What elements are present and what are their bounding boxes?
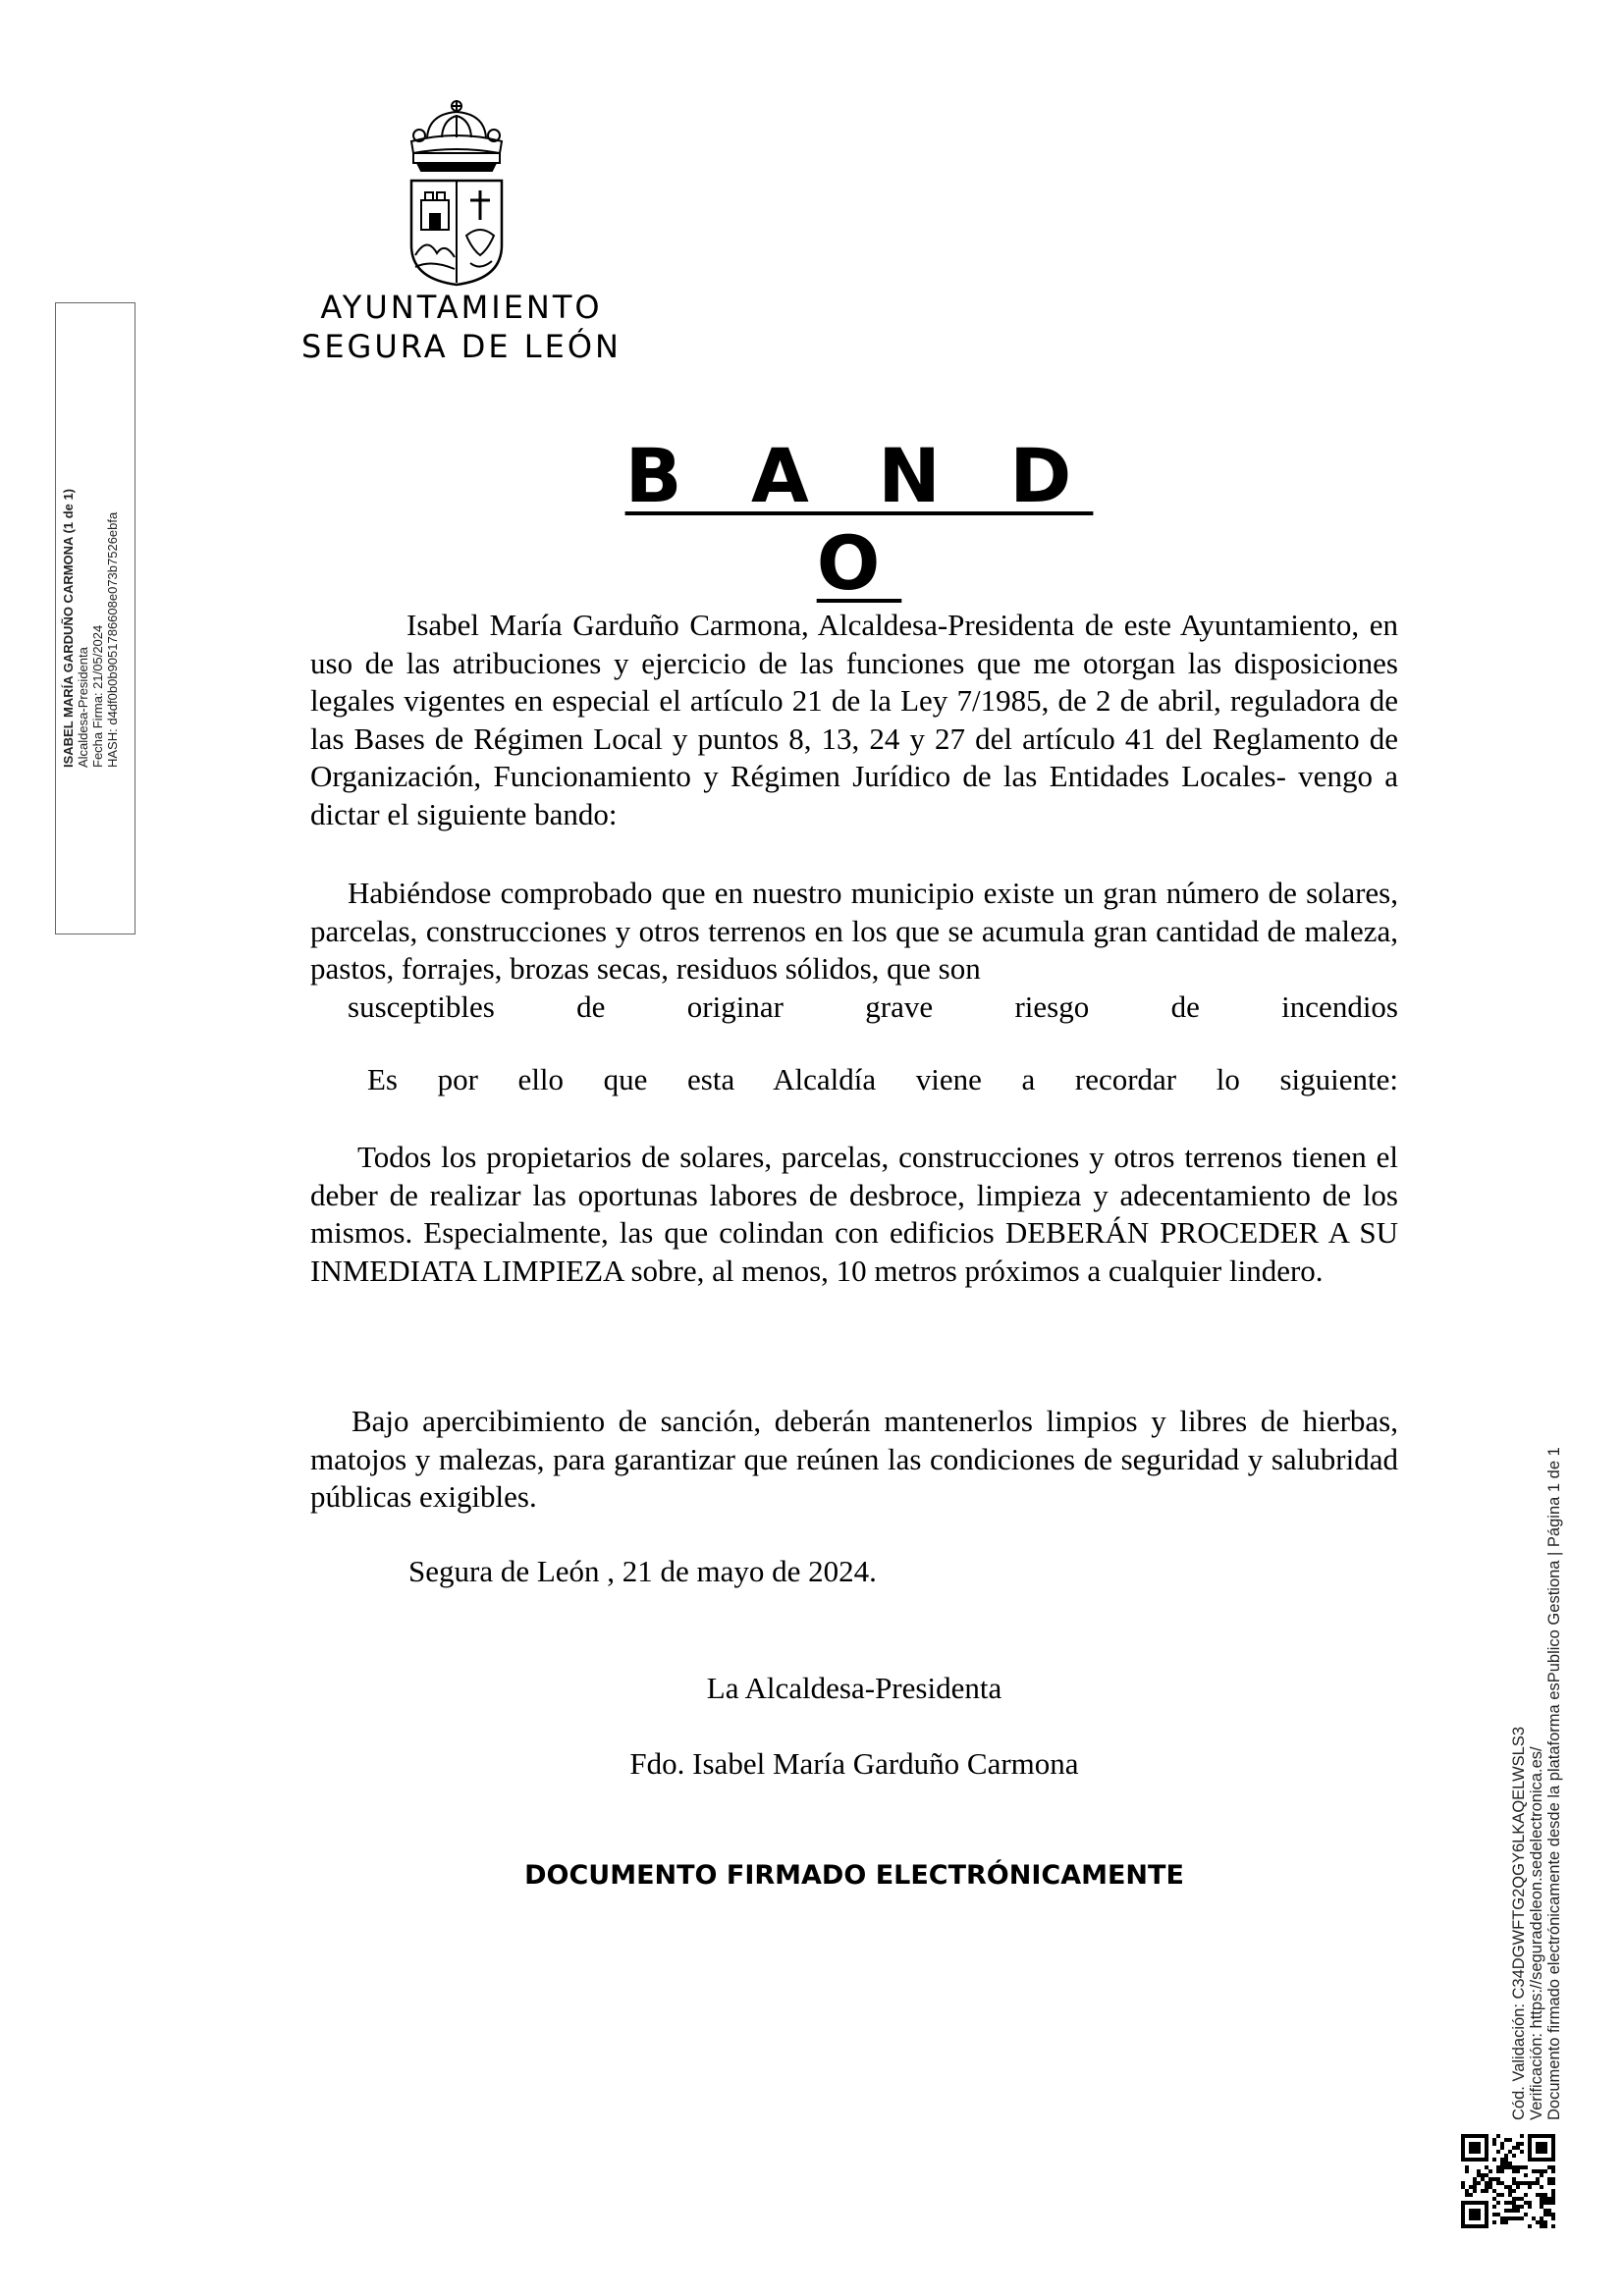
- paragraph-intro: Isabel María Garduño Carmona, Alcaldesa-Presidenta de este Ayuntamiento, en uso de las atribuciones y ejercicio de las funciones que me otorgan las disposiciones legales vigentes en especial el artículo 21 de la Ley 7/1985, de 2 de abril, reguladora de las Bases de Régimen Local y puntos 8, 13, 24 y 27 del artículo 41 del Reglamento de Organización, Funcionamiento y Régimen Jurídico de las Entidades Locales- vengo a dictar el siguiente bando:: [310, 608, 1398, 831]
- paragraph-reminder: [310, 1061, 1398, 1099]
- signature-box-hash: HASH: d4df0b0b9051786608e073b7526ebfa: [105, 511, 120, 768]
- document-title: [589, 432, 1129, 607]
- signer-name: Fdo. Isabel María Garduño Carmona: [629, 1746, 1079, 1781]
- validation-code: Cód. Validación: C34DGWFTG2QGY6LKAQELWSLS3: [1510, 1726, 1528, 2120]
- paragraph-findings-last-line: susceptibles de originar grave riesgo de incendios: [348, 988, 1398, 1024]
- electronic-signature-notice: DOCUMENTO FIRMADO ELECTRÓNICAMENTE: [524, 1860, 1184, 1891]
- paragraph-reminder-text: Es por ello que esta Alcaldía viene a recordar lo siguiente:: [367, 1062, 1398, 1096]
- validation-text: [1510, 1414, 1563, 2120]
- paragraph-findings: [310, 875, 1398, 1026]
- document-date: Segura de León , 21 de mayo de 2024.: [408, 1554, 877, 1588]
- title-text: B A N D O: [624, 432, 1094, 607]
- paragraph-obligation: Todos los propietarios de solares, parcelas, construcciones y otros terrenos tienen el deber de realizar las oportunas labores de desbroce, limpieza y adecentamiento de los mismos. Especialmente, las que colindan con edificios DEBERÁN PROCEDER A SU INMEDIATA LIMPIEZA sobre, al menos, 10 metros próximos a cualquier lindero.: [310, 1140, 1398, 1288]
- signer-role: La Alcaldesa-Presidenta: [706, 1671, 1002, 1705]
- validation-platform: Documento firmado electrónicamente desde la plataforma esPublico Gestiona | Página 1 de 1: [1545, 1447, 1563, 2120]
- municipality-header: [275, 288, 648, 366]
- coat-of-arms-logo: [398, 98, 515, 290]
- validation-url: Verificación: https://seguradeleon.sedelectronica.es/: [1528, 1746, 1545, 2120]
- paragraph-findings-text: Habiéndose comprobado que en nuestro municipio existe un gran número de solares, parcelas, construcciones y otros terrenos en los que se acumula gran cantidad de maleza, pastos, forrajes, brozas secas, residuos sólidos, que son: [310, 876, 1398, 986]
- qr-code-icon: [1461, 2134, 1555, 2228]
- signature-box-signer: ISABEL MARÍA GARDUÑO CARMONA (1 de 1): [61, 488, 76, 768]
- signature-box-date: Fecha Firma: 21/05/2024: [90, 624, 105, 768]
- header-line-1: AYUNTAMIENTO: [320, 289, 603, 326]
- paragraph-sanction: Bajo apercibimiento de sanción, deberán mantenerlos limpios y libres de hierbas, matojos y malezas, para garantizar que reúnen las condiciones de seguridad y salubridad públicas exigibles.: [310, 1404, 1398, 1514]
- signature-box-role: Alcaldesa-Presidenta: [76, 647, 90, 768]
- header-line-2: SEGURA DE LEÓN: [301, 328, 622, 365]
- signature-box-text: [61, 306, 120, 768]
